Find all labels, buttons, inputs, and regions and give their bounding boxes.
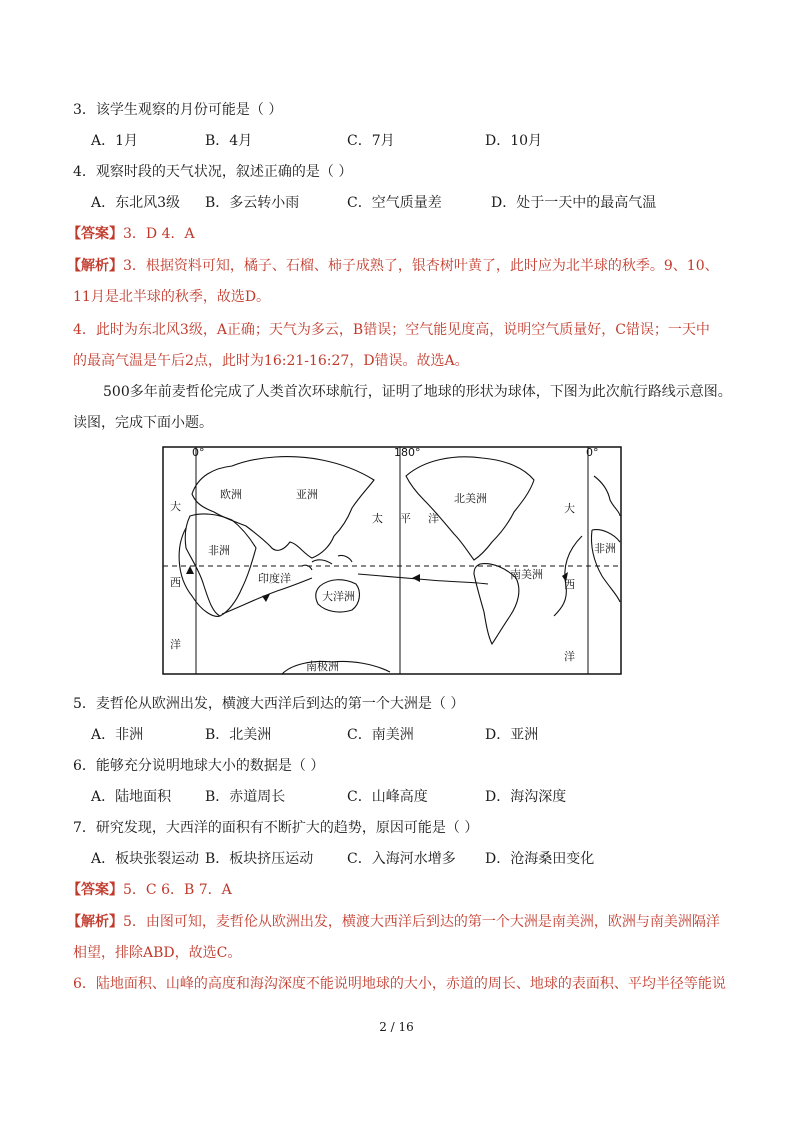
label-atlantic-right-1: 大 (564, 502, 575, 515)
q3-option-b: B．4月 (205, 133, 253, 149)
q6-option-b: B．赤道周长 (205, 789, 286, 805)
answer-block-2 (67, 880, 232, 900)
label-north-america: 北美洲 (454, 492, 487, 505)
label-africa: 非洲 (208, 544, 230, 557)
page-number: 2 / 16 (379, 1020, 414, 1034)
label-lon-0-left: 0° (192, 446, 205, 459)
label-atlantic-left-2: 西 (170, 576, 181, 589)
label-south-america: 南美洲 (510, 568, 543, 581)
answer-tag: 【答案】 (67, 226, 123, 242)
q5-option-a: A．非洲 (91, 727, 144, 743)
q5-question: 5．麦哲伦从欧洲出发，横渡大西洋后到达的第一个大洲是（ ） (73, 696, 465, 712)
q3-option-a: A．1月 (91, 133, 139, 149)
q3-option-d: D．10月 (485, 133, 543, 149)
analysis-2-line-1 (67, 912, 720, 932)
q5-option-d: D．亚洲 (485, 727, 539, 743)
label-europe: 欧洲 (220, 488, 242, 501)
q4-question: 4．观察时段的天气状况，叙述正确的是（ ） (73, 164, 353, 180)
label-pacific-1: 太 (372, 512, 383, 525)
label-africa-right: 非洲 (594, 542, 616, 555)
label-lon-0-right: 0° (586, 446, 599, 459)
label-asia: 亚洲 (296, 488, 318, 501)
q6-question: 6．能够充分说明地球大小的数据是（ ） (73, 758, 325, 774)
label-atlantic-right-3: 洋 (564, 650, 575, 663)
label-oceania: 大洋洲 (322, 590, 355, 603)
analysis-text: 5．由图可知，麦哲伦从欧洲出发，横渡大西洋后到达的第一个大洲是南美洲，欧洲与南美洲隔洋 (123, 914, 720, 930)
intro-line-2: 读图，完成下面小题。 (73, 415, 213, 431)
analysis-1-line-3: 4．此时为东北风3级，A正确；天气为多云，B错误；空气能见度高，说明空气质量好，C错误；一天中 (73, 322, 710, 338)
q6-option-c: C．山峰高度 (347, 789, 428, 805)
analysis-tag: 【解析】 (67, 258, 123, 274)
label-pacific-3: 洋 (428, 512, 439, 525)
q7-option-b: B．板块挤压运动 (205, 851, 314, 867)
label-lon-180: 180° (394, 446, 421, 459)
q3-option-c: C．7月 (347, 133, 395, 149)
q6-option-d: D．海沟深度 (485, 789, 567, 805)
q4-option-b: B．多云转小雨 (205, 195, 300, 211)
q4-option-a: A．东北风3级 (91, 195, 181, 211)
q6-option-a: A．陆地面积 (91, 789, 172, 805)
answer-tag: 【答案】 (67, 882, 123, 898)
label-antarctica: 南极洲 (306, 660, 339, 673)
analysis-2-line-3: 6．陆地面积、山峰的高度和海沟深度不能说明地球的大小，赤道的周长、地球的表面积、平均半径等能说 (73, 976, 726, 992)
map-frame (163, 447, 621, 674)
label-indian-ocean: 印度洋 (258, 572, 291, 585)
analysis-tag: 【解析】 (67, 914, 123, 930)
analysis-1-line-1 (67, 256, 719, 276)
analysis-1-line-4: 的最高气温是午后2点，此时为16:21-16:27，D错误。故选A。 (73, 353, 469, 369)
label-atlantic-left-1: 大 (170, 500, 181, 513)
q3-question: 3．该学生观察的月份可能是（ ） (73, 102, 283, 118)
q5-option-c: C．南美洲 (347, 727, 414, 743)
magellan-route-map (162, 446, 622, 675)
q7-option-d: D．沧海桑田变化 (485, 851, 595, 867)
analysis-2-line-2: 相望，排除ABD，故选C。 (73, 945, 242, 961)
label-pacific-2: 平 (400, 512, 411, 525)
q7-option-a: A．板块张裂运动 (91, 851, 200, 867)
label-atlantic-left-3: 洋 (170, 638, 181, 651)
answer-block-1 (67, 224, 195, 244)
answer-text: 3．D 4．A (123, 226, 195, 242)
analysis-1-line-2: 11月是北半球的秋季，故选D。 (73, 289, 271, 305)
intro-line-1: 500多年前麦哲伦完成了人类首次环球航行，证明了地球的形状为球体，下图为此次航行路线示意图。 (103, 384, 732, 400)
q7-option-c: C．入海河水增多 (347, 851, 456, 867)
q4-option-c: C．空气质量差 (347, 195, 442, 211)
q7-question: 7．研究发现，大西洋的面积有不断扩大的趋势，原因可能是（ ） (73, 820, 479, 836)
answer-text: 5．C 6．B 7．A (123, 882, 232, 898)
analysis-text: 3．根据资料可知，橘子、石榴、柿子成熟了，银杏树叶黄了，此时应为北半球的秋季。9、10、 (123, 258, 719, 274)
label-atlantic-right-2: 西 (564, 578, 575, 591)
q5-option-b: B．北美洲 (205, 727, 272, 743)
q4-option-d: D．处于一天中的最高气温 (491, 195, 657, 211)
